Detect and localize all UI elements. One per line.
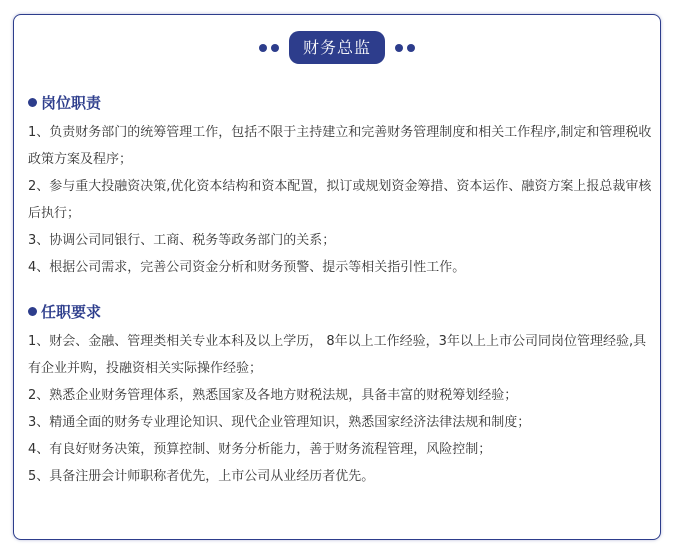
section-responsibilities — [28, 91, 652, 281]
section-heading-text: 岗位职责 — [41, 93, 102, 112]
job-card — [13, 14, 661, 540]
section-requirements — [28, 300, 652, 490]
title-left-dots — [257, 44, 281, 52]
section-heading — [28, 300, 652, 322]
list-item: 2、参与重大投融资决策,优化资本结构和资本配置，拟订或规划资金筹措、资本运作、融资方案上报总裁审核后执行； — [28, 179, 652, 221]
list-item: 4、有良好财务决策，预算控制、财务分析能力，善于财务流程管理，风险控制； — [28, 442, 492, 457]
bullet-icon — [28, 307, 37, 316]
dot-icon — [407, 44, 415, 52]
title-row — [14, 31, 660, 64]
list-item: 2、熟悉企业财务管理体系，熟悉国家及各地方财税法规，具备丰富的财税筹划经验； — [28, 388, 518, 403]
title-right-dots — [393, 44, 417, 52]
section-heading-text: 任职要求 — [41, 302, 102, 321]
list-item: 1、负责财务部门的统筹管理工作，包括不限于主持建立和完善财务管理制度和相关工作程序,制定和管理税收政策方案及程序； — [28, 125, 652, 167]
bullet-icon — [28, 98, 37, 107]
section-heading — [28, 91, 652, 113]
responsibility-list — [28, 119, 652, 281]
list-item: 3、精通全面的财务专业理论知识、现代企业管理知识，熟悉国家经济法律法规和制度； — [28, 415, 531, 430]
requirement-list — [28, 328, 652, 490]
list-item: 5、具备注册会计师职称者优先，上市公司从业经历者优先。 — [28, 469, 375, 484]
dot-icon — [395, 44, 403, 52]
dot-icon — [271, 44, 279, 52]
list-item: 3、协调公司同银行、工商、税务等政务部门的关系； — [28, 233, 336, 248]
dot-icon — [259, 44, 267, 52]
list-item: 4、根据公司需求，完善公司资金分析和财务预警、提示等相关指引性工作。 — [28, 260, 466, 275]
list-item: 1、财会、金融、管理类相关专业本科及以上学历， 8年以上工作经验，3年以上上市公司同岗位管理经验,具有企业并购，投融资相关实际操作经验； — [28, 334, 647, 376]
page-title: 财务总监 — [289, 31, 385, 64]
